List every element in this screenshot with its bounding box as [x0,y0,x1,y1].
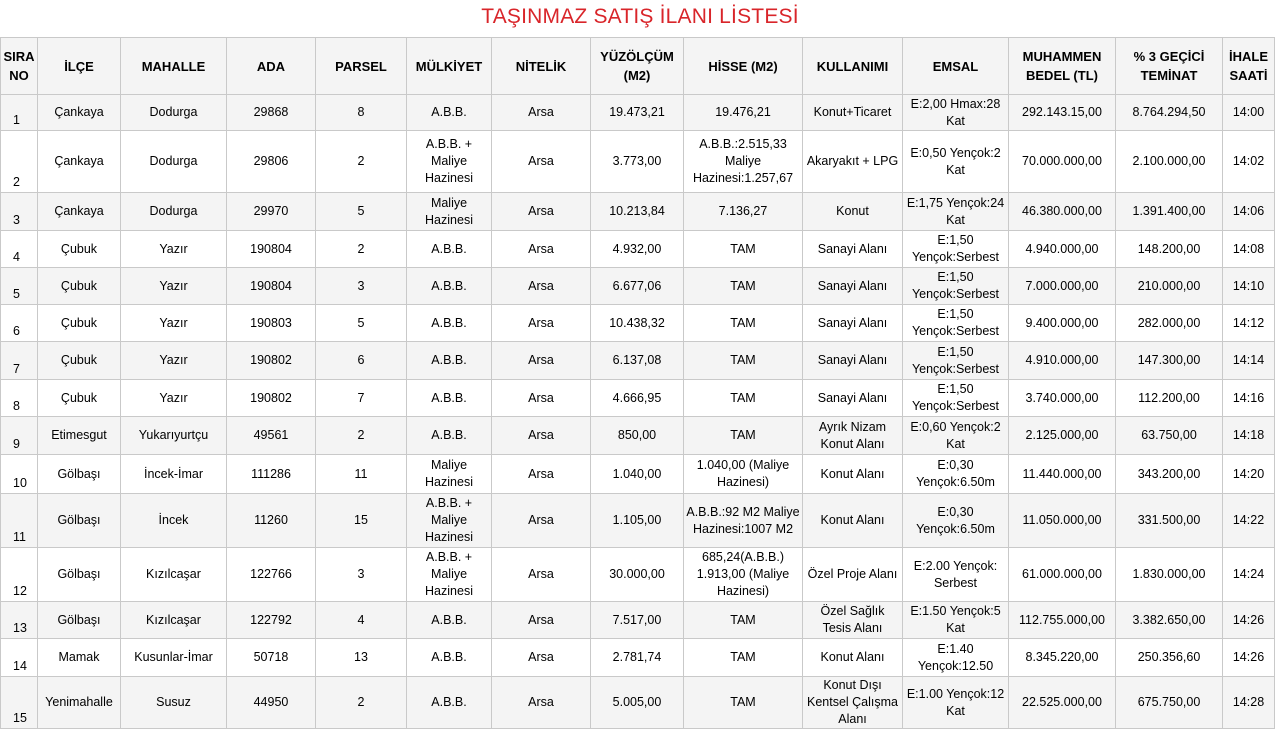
cell-kullanimi: Özel Proje Alanı [803,548,903,602]
cell-ada: 190802 [227,380,316,417]
cell-sira-no: 9 [1,417,38,455]
cell-yuzolcum: 19.473,21 [591,95,684,131]
cell-ilce: Gölbaşı [38,494,121,548]
cell-ada: 44950 [227,677,316,729]
cell-mahalle: Yazır [121,231,227,268]
table-row [1,305,1275,342]
cell-hisse: TAM [684,268,803,305]
cell-sira-no: 7 [1,342,38,380]
cell-kullanimi: Konut+Ticaret [803,95,903,131]
table-row [1,268,1275,305]
table-row [1,131,1275,193]
cell-ilce: Etimesgut [38,417,121,455]
cell-emsal: E:1.00 Yençok:12 Kat [903,677,1009,729]
cell-ada: 190804 [227,231,316,268]
cell-kullanimi: Konut Dışı Kentsel Çalışma Alanı [803,677,903,729]
cell-ihale-saati: 14:00 [1223,95,1275,131]
cell-ilce: Çubuk [38,342,121,380]
cell-yuzolcum: 6.137,08 [591,342,684,380]
cell-ilce: Mamak [38,639,121,677]
cell-mahalle: Kusunlar-İmar [121,639,227,677]
cell-kullanimi: Akaryakıt + LPG [803,131,903,193]
cell-sira-no: 12 [1,548,38,602]
cell-gecici-teminat: 3.382.650,00 [1116,602,1223,639]
cell-sira-no: 5 [1,268,38,305]
cell-muhammen-bedel: 3.740.000,00 [1009,380,1116,417]
cell-nitelik: Arsa [492,380,591,417]
cell-ada: 190804 [227,268,316,305]
cell-kullanimi: Sanayi Alanı [803,305,903,342]
cell-muhammen-bedel: 292.143.15,00 [1009,95,1116,131]
column-header-sira-no: SIRA NO [1,38,38,95]
cell-gecici-teminat: 1.391.400,00 [1116,193,1223,231]
cell-ihale-saati: 14:26 [1223,602,1275,639]
cell-ilce: Çankaya [38,95,121,131]
page-title: TAŞINMAZ SATIŞ İLANI LİSTESİ [481,5,799,28]
cell-mulkiyet: Maliye Hazinesi [407,193,492,231]
cell-hisse: TAM [684,417,803,455]
cell-ihale-saati: 14:02 [1223,131,1275,193]
cell-ada: 190803 [227,305,316,342]
cell-gecici-teminat: 148.200,00 [1116,231,1223,268]
cell-mahalle: Dodurga [121,193,227,231]
cell-gecici-teminat: 675.750,00 [1116,677,1223,729]
column-header-gecici-teminat: % 3 GEÇİCİ TEMİNAT [1116,38,1223,95]
cell-muhammen-bedel: 11.440.000,00 [1009,455,1116,494]
column-header-mahalle: MAHALLE [121,38,227,95]
cell-hisse: TAM [684,602,803,639]
cell-sira-no: 13 [1,602,38,639]
cell-nitelik: Arsa [492,455,591,494]
cell-hisse: 1.040,00 (Maliye Hazinesi) [684,455,803,494]
cell-yuzolcum: 10.438,32 [591,305,684,342]
cell-ada: 50718 [227,639,316,677]
cell-emsal: E:1,50 Yençok:Serbest [903,342,1009,380]
cell-hisse: TAM [684,305,803,342]
cell-parsel: 13 [316,639,407,677]
cell-sira-no: 8 [1,380,38,417]
cell-mulkiyet: A.B.B. [407,95,492,131]
cell-sira-no: 1 [1,95,38,131]
cell-muhammen-bedel: 8.345.220,00 [1009,639,1116,677]
cell-parsel: 2 [316,131,407,193]
cell-kullanimi: Konut [803,193,903,231]
cell-sira-no: 4 [1,231,38,268]
cell-gecici-teminat: 112.200,00 [1116,380,1223,417]
cell-nitelik: Arsa [492,494,591,548]
cell-mulkiyet: A.B.B. + Maliye Hazinesi [407,131,492,193]
cell-gecici-teminat: 250.356,60 [1116,639,1223,677]
cell-yuzolcum: 1.105,00 [591,494,684,548]
cell-ilce: Gölbaşı [38,548,121,602]
cell-muhammen-bedel: 61.000.000,00 [1009,548,1116,602]
cell-muhammen-bedel: 112.755.000,00 [1009,602,1116,639]
cell-mahalle: Yukarıyurtçu [121,417,227,455]
cell-yuzolcum: 4.932,00 [591,231,684,268]
cell-mulkiyet: A.B.B. [407,602,492,639]
cell-emsal: E:0,60 Yençok:2 Kat [903,417,1009,455]
cell-mulkiyet: A.B.B. [407,268,492,305]
cell-ada: 190802 [227,342,316,380]
cell-ihale-saati: 14:10 [1223,268,1275,305]
cell-sira-no: 14 [1,639,38,677]
cell-mahalle: Yazır [121,305,227,342]
cell-ilce: Gölbaşı [38,455,121,494]
cell-mahalle: Dodurga [121,95,227,131]
cell-parsel: 2 [316,417,407,455]
table-row [1,602,1275,639]
cell-nitelik: Arsa [492,268,591,305]
cell-emsal: E:0,30 Yençok:6.50m [903,494,1009,548]
cell-ada: 11260 [227,494,316,548]
cell-ilce: Çubuk [38,268,121,305]
cell-mulkiyet: A.B.B. [407,380,492,417]
cell-ilce: Gölbaşı [38,602,121,639]
cell-mahalle: Susuz [121,677,227,729]
table-row [1,639,1275,677]
cell-gecici-teminat: 282.000,00 [1116,305,1223,342]
cell-nitelik: Arsa [492,602,591,639]
cell-parsel: 3 [316,268,407,305]
cell-ihale-saati: 14:16 [1223,380,1275,417]
cell-kullanimi: Sanayi Alanı [803,380,903,417]
cell-mulkiyet: A.B.B. [407,639,492,677]
cell-nitelik: Arsa [492,548,591,602]
cell-parsel: 4 [316,602,407,639]
cell-kullanimi: Sanayi Alanı [803,231,903,268]
cell-gecici-teminat: 210.000,00 [1116,268,1223,305]
table-row [1,677,1275,729]
cell-yuzolcum: 6.677,06 [591,268,684,305]
cell-sira-no: 10 [1,455,38,494]
cell-emsal: E:1.40 Yençok:12.50 [903,639,1009,677]
cell-emsal: E:1,50 Yençok:Serbest [903,268,1009,305]
cell-muhammen-bedel: 2.125.000,00 [1009,417,1116,455]
cell-hisse: A.B.B.:92 M2 Maliye Hazinesi:1007 M2 [684,494,803,548]
cell-mahalle: Kızılcaşar [121,548,227,602]
cell-ilce: Çubuk [38,231,121,268]
cell-ada: 29970 [227,193,316,231]
cell-nitelik: Arsa [492,342,591,380]
cell-kullanimi: Ayrık Nizam Konut Alanı [803,417,903,455]
cell-emsal: E:1.50 Yençok:5 Kat [903,602,1009,639]
cell-mulkiyet: A.B.B. + Maliye Hazinesi [407,494,492,548]
table-body [1,95,1275,729]
cell-kullanimi: Sanayi Alanı [803,268,903,305]
cell-emsal: E:1,50 Yençok:Serbest [903,231,1009,268]
cell-emsal: E:0,30 Yençok:6.50m [903,455,1009,494]
cell-mulkiyet: A.B.B. [407,231,492,268]
cell-hisse: 7.136,27 [684,193,803,231]
cell-ihale-saati: 14:24 [1223,548,1275,602]
table-row [1,342,1275,380]
table-row [1,380,1275,417]
cell-nitelik: Arsa [492,231,591,268]
cell-ihale-saati: 14:18 [1223,417,1275,455]
cell-emsal: E:1,50 Yençok:Serbest [903,380,1009,417]
cell-sira-no: 3 [1,193,38,231]
cell-yuzolcum: 7.517,00 [591,602,684,639]
cell-sira-no: 15 [1,677,38,729]
cell-sira-no: 2 [1,131,38,193]
column-header-kullanimi: KULLANIMI [803,38,903,95]
cell-ilce: Yenimahalle [38,677,121,729]
cell-emsal: E:1,50 Yençok:Serbest [903,305,1009,342]
cell-ihale-saati: 14:06 [1223,193,1275,231]
cell-nitelik: Arsa [492,677,591,729]
cell-gecici-teminat: 147.300,00 [1116,342,1223,380]
cell-mulkiyet: A.B.B. [407,305,492,342]
cell-parsel: 5 [316,305,407,342]
cell-ihale-saati: 14:14 [1223,342,1275,380]
cell-parsel: 15 [316,494,407,548]
column-header-ihale-saati: İHALE SAATİ [1223,38,1275,95]
cell-gecici-teminat: 8.764.294,50 [1116,95,1223,131]
cell-yuzolcum: 4.666,95 [591,380,684,417]
cell-kullanimi: Konut Alanı [803,455,903,494]
cell-parsel: 2 [316,231,407,268]
cell-mulkiyet: Maliye Hazinesi [407,455,492,494]
cell-parsel: 5 [316,193,407,231]
column-header-ilce: İLÇE [38,38,121,95]
cell-muhammen-bedel: 4.910.000,00 [1009,342,1116,380]
cell-ihale-saati: 14:26 [1223,639,1275,677]
cell-ilce: Çankaya [38,193,121,231]
cell-muhammen-bedel: 7.000.000,00 [1009,268,1116,305]
cell-ada: 49561 [227,417,316,455]
cell-parsel: 6 [316,342,407,380]
table-row [1,494,1275,548]
cell-yuzolcum: 30.000,00 [591,548,684,602]
cell-gecici-teminat: 63.750,00 [1116,417,1223,455]
cell-ada: 29868 [227,95,316,131]
cell-gecici-teminat: 2.100.000,00 [1116,131,1223,193]
cell-emsal: E:0,50 Yençok:2 Kat [903,131,1009,193]
column-header-hisse: HİSSE (M2) [684,38,803,95]
cell-muhammen-bedel: 70.000.000,00 [1009,131,1116,193]
cell-nitelik: Arsa [492,639,591,677]
cell-muhammen-bedel: 22.525.000,00 [1009,677,1116,729]
cell-hisse: TAM [684,342,803,380]
table-row [1,548,1275,602]
cell-ada: 29806 [227,131,316,193]
column-header-nitelik: NİTELİK [492,38,591,95]
cell-emsal: E:2.00 Yençok: Serbest [903,548,1009,602]
cell-parsel: 7 [316,380,407,417]
cell-hisse: 685,24(A.B.B.) 1.913,00 (Maliye Hazinesi) [684,548,803,602]
cell-hisse: A.B.B.:2.515,33 Maliye Hazinesi:1.257,67 [684,131,803,193]
cell-emsal: E:1,75 Yençok:24 Kat [903,193,1009,231]
cell-mulkiyet: A.B.B. [407,677,492,729]
cell-ada: 111286 [227,455,316,494]
cell-mahalle: Dodurga [121,131,227,193]
column-header-parsel: PARSEL [316,38,407,95]
cell-kullanimi: Özel Sağlık Tesis Alanı [803,602,903,639]
column-header-emsal: EMSAL [903,38,1009,95]
table-row [1,193,1275,231]
cell-ilce: Çankaya [38,131,121,193]
cell-muhammen-bedel: 4.940.000,00 [1009,231,1116,268]
table-row [1,417,1275,455]
cell-yuzolcum: 3.773,00 [591,131,684,193]
cell-kullanimi: Konut Alanı [803,639,903,677]
cell-mahalle: Kızılcaşar [121,602,227,639]
cell-kullanimi: Konut Alanı [803,494,903,548]
cell-parsel: 2 [316,677,407,729]
cell-ihale-saati: 14:20 [1223,455,1275,494]
cell-kullanimi: Sanayi Alanı [803,342,903,380]
cell-gecici-teminat: 331.500,00 [1116,494,1223,548]
cell-parsel: 8 [316,95,407,131]
cell-ada: 122792 [227,602,316,639]
cell-hisse: TAM [684,380,803,417]
cell-ilce: Çubuk [38,380,121,417]
cell-sira-no: 6 [1,305,38,342]
table-row [1,95,1275,131]
cell-yuzolcum: 10.213,84 [591,193,684,231]
property-sale-table [0,37,1275,729]
cell-mulkiyet: A.B.B. + Maliye Hazinesi [407,548,492,602]
column-header-muhammen-bedel: MUHAMMEN BEDEL (TL) [1009,38,1116,95]
cell-yuzolcum: 1.040,00 [591,455,684,494]
cell-ilce: Çubuk [38,305,121,342]
cell-muhammen-bedel: 11.050.000,00 [1009,494,1116,548]
cell-sira-no: 11 [1,494,38,548]
cell-hisse: TAM [684,639,803,677]
cell-mahalle: Yazır [121,268,227,305]
cell-ada: 122766 [227,548,316,602]
cell-mahalle: İncek-İmar [121,455,227,494]
cell-yuzolcum: 5.005,00 [591,677,684,729]
cell-gecici-teminat: 343.200,00 [1116,455,1223,494]
column-header-mulkiyet: MÜLKİYET [407,38,492,95]
cell-nitelik: Arsa [492,417,591,455]
cell-emsal: E:2,00 Hmax:28 Kat [903,95,1009,131]
table-row [1,455,1275,494]
cell-nitelik: Arsa [492,95,591,131]
cell-yuzolcum: 2.781,74 [591,639,684,677]
table-header-row [1,38,1275,95]
cell-hisse: 19.476,21 [684,95,803,131]
cell-mulkiyet: A.B.B. [407,417,492,455]
column-header-ada: ADA [227,38,316,95]
cell-nitelik: Arsa [492,131,591,193]
cell-yuzolcum: 850,00 [591,417,684,455]
cell-mulkiyet: A.B.B. [407,342,492,380]
cell-muhammen-bedel: 46.380.000,00 [1009,193,1116,231]
cell-nitelik: Arsa [492,193,591,231]
cell-mahalle: İncek [121,494,227,548]
cell-nitelik: Arsa [492,305,591,342]
cell-ihale-saati: 14:08 [1223,231,1275,268]
cell-muhammen-bedel: 9.400.000,00 [1009,305,1116,342]
column-header-yuzolcum: YÜZÖLÇÜM (M2) [591,38,684,95]
table-row [1,231,1275,268]
cell-hisse: TAM [684,231,803,268]
cell-gecici-teminat: 1.830.000,00 [1116,548,1223,602]
cell-parsel: 11 [316,455,407,494]
cell-mahalle: Yazır [121,342,227,380]
cell-ihale-saati: 14:22 [1223,494,1275,548]
cell-hisse: TAM [684,677,803,729]
cell-ihale-saati: 14:28 [1223,677,1275,729]
cell-ihale-saati: 14:12 [1223,305,1275,342]
cell-mahalle: Yazır [121,380,227,417]
cell-parsel: 3 [316,548,407,602]
